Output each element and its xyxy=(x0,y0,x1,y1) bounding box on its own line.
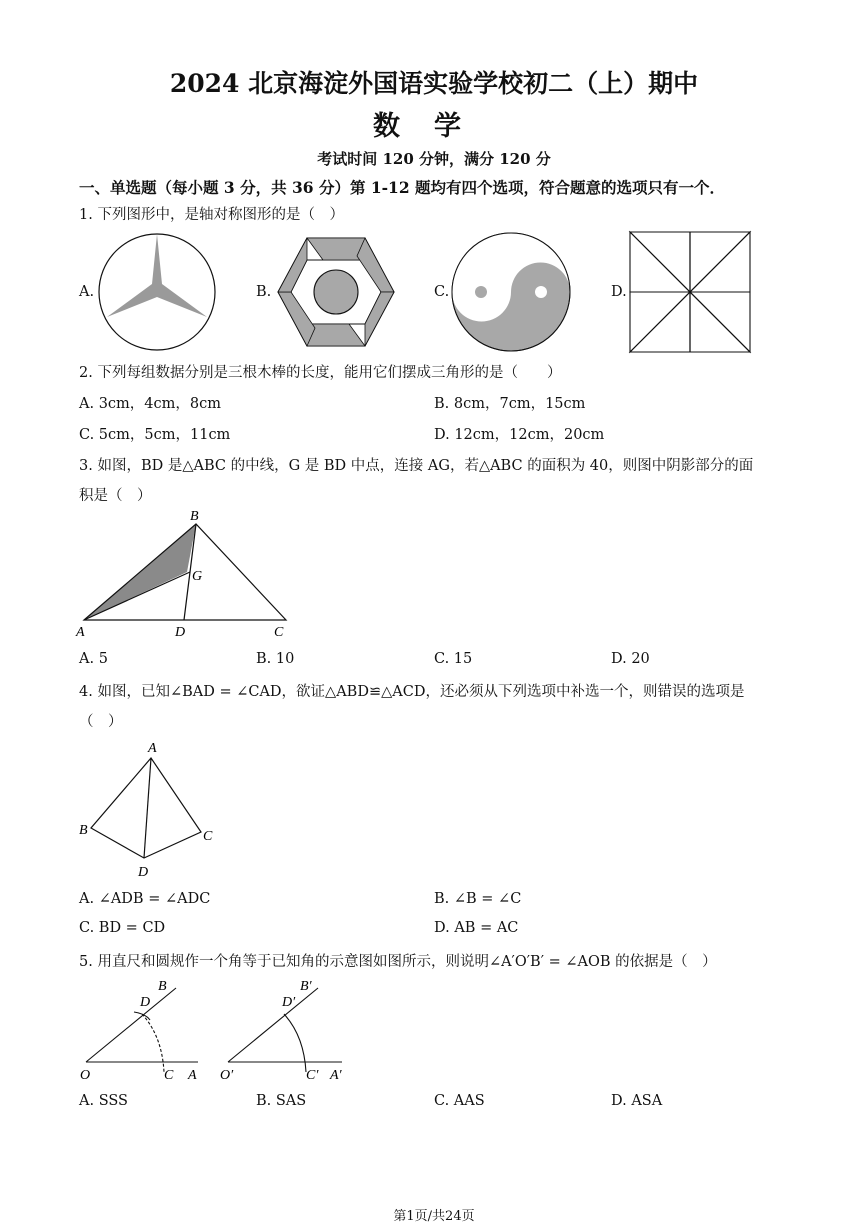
question-3-stem-line2: 积是（ ） xyxy=(79,488,152,504)
q1-figure-c xyxy=(450,232,574,352)
q4-label-c: C xyxy=(203,829,213,844)
q5-label-b: B xyxy=(158,979,167,994)
q4-label-d: D xyxy=(138,865,149,880)
q5-label-a-prime: A′ xyxy=(330,1068,342,1083)
q2-option-c: C. 5cm，5cm，11cm xyxy=(79,427,231,443)
q5-figure-original-angle xyxy=(76,976,206,1086)
q3-label-d: D xyxy=(175,625,186,640)
q4-option-b: B. ∠B = ∠C xyxy=(434,891,522,907)
q5-label-b-prime: B′ xyxy=(300,979,312,994)
q1-figure-d xyxy=(628,230,752,354)
q4-option-a: A. ∠ADB = ∠ADC xyxy=(79,891,211,907)
exam-info: 考试时间 120 分钟，满分 120 分 xyxy=(317,150,551,168)
q5-label-o: O xyxy=(80,1068,91,1083)
q1-figure-a xyxy=(96,232,220,352)
question-5-stem: 5. 用直尺和圆规作一个角等于已知角的示意图如图所示，则说明∠A′O′B′ = ∠AOB 的依据是（ ） xyxy=(79,954,717,970)
q5-label-a: A xyxy=(188,1068,197,1083)
question-3-stem-line1: 3. 如图，BD 是△ABC 的中线，G 是 BD 中点，连接 AG，若△ABC 的面积为 40，则图中阴影部分的面 xyxy=(79,458,754,474)
q1-option-a-label: A. xyxy=(79,284,95,300)
q2-option-b: B. 8cm，7cm，15cm xyxy=(434,396,586,412)
q4-label-b: B xyxy=(79,823,88,838)
q5-option-c: C. AAS xyxy=(434,1093,485,1109)
q5-label-d-prime: D′ xyxy=(282,995,296,1010)
q4-label-a: A xyxy=(148,741,157,756)
q3-option-b: B. 10 xyxy=(256,651,295,667)
q3-label-g: G xyxy=(192,569,203,584)
question-1-stem: 1. 下列图形中，是轴对称图形的是（ ） xyxy=(79,207,344,223)
q4-option-d: D. AB = AC xyxy=(434,920,519,936)
question-2-stem: 2. 下列每组数据分别是三根木棒的长度，能用它们摆成三角形的是（ ） xyxy=(79,365,562,381)
page-footer: 第1页/共24页 xyxy=(393,1209,475,1224)
q4-quadrilateral-figure xyxy=(76,736,226,880)
q1-option-d-label: D. xyxy=(611,284,627,300)
q5-label-d: D xyxy=(140,995,151,1010)
q1-option-b-label: B. xyxy=(256,284,272,300)
q5-label-c: C xyxy=(164,1068,174,1083)
q5-label-o-prime: O′ xyxy=(220,1068,234,1083)
section-heading: 一、单选题（每小题 3 分，共 36 分）第 1-12 题均有四个选项，符合题意的选项只有一个． xyxy=(79,178,726,197)
q1-figure-b xyxy=(273,236,397,348)
q3-option-d: D. 20 xyxy=(611,651,650,667)
q5-figure-constructed-angle xyxy=(218,976,358,1086)
q2-option-a: A. 3cm，4cm，8cm xyxy=(79,396,221,412)
q1-option-c-label: C. xyxy=(434,284,450,300)
q4-option-c: C. BD = CD xyxy=(79,920,166,936)
q5-option-d: D. ASA xyxy=(611,1093,663,1109)
q3-label-c: C xyxy=(274,625,284,640)
subject-title: 数学 xyxy=(373,111,495,142)
q3-label-b: B xyxy=(190,509,199,524)
question-4-stem-line2: （ ） xyxy=(79,714,123,730)
q3-option-c: C. 15 xyxy=(434,651,473,667)
question-4-stem-line1: 4. 如图，已知∠BAD = ∠CAD，欲证△ABD≌△ACD，还必须从下列选项中补选一个，则错误的选项是 xyxy=(79,684,745,700)
q5-label-c-prime: C′ xyxy=(306,1068,319,1083)
q3-triangle-figure xyxy=(76,510,296,642)
q2-option-d: D. 12cm，12cm，20cm xyxy=(434,427,605,443)
page-title: 2024 北京海淀外国语实验学校初二（上）期中 xyxy=(169,69,699,98)
q5-option-a: A. SSS xyxy=(79,1093,128,1109)
q3-label-a: A xyxy=(76,625,85,640)
q3-option-a: A. 5 xyxy=(79,651,108,667)
q5-option-b: B. SAS xyxy=(256,1093,307,1109)
